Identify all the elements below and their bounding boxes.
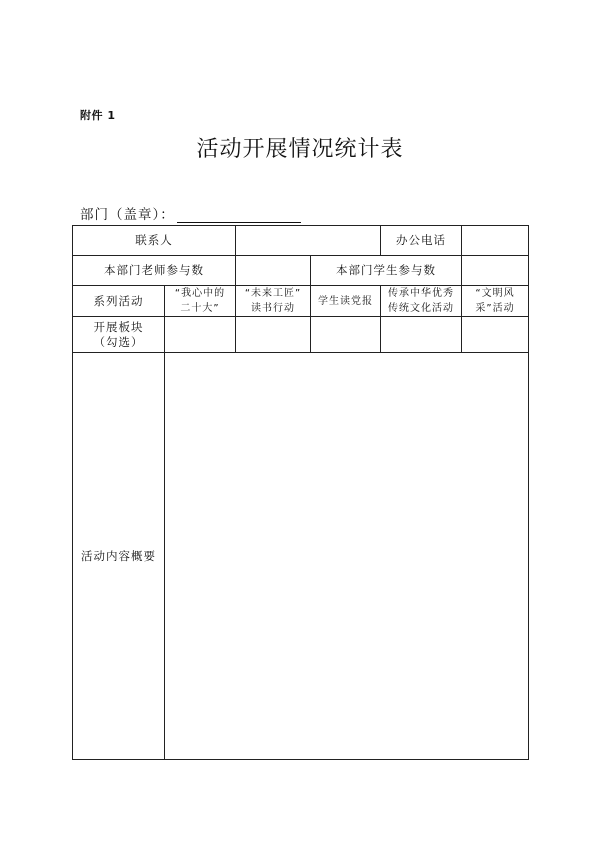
department-field[interactable]: [177, 207, 301, 223]
teacher-count-label: 本部门老师参与数: [73, 256, 236, 286]
contact-label: 联系人: [73, 226, 236, 256]
contact-field[interactable]: [236, 226, 381, 256]
summary-label: 活动内容概要: [73, 353, 165, 760]
activity-header-3: 学生读党报: [311, 286, 381, 317]
activity-header-4: 传承中华优秀 传统文化活动: [381, 286, 462, 317]
series-activities-row: [73, 286, 529, 317]
module-check-4[interactable]: [381, 317, 462, 353]
activity-header-2: “未来工匠” 读书行动: [236, 286, 311, 317]
modules-checkbox-row: [73, 317, 529, 353]
teacher-count-field[interactable]: [236, 256, 311, 286]
series-activities-label: 系列活动: [73, 286, 165, 317]
office-phone-label: 办公电话: [381, 226, 462, 256]
modules-label: 开展板块 （勾选）: [73, 317, 165, 353]
summary-field[interactable]: [165, 353, 529, 760]
student-count-label: 本部门学生参与数: [311, 256, 462, 286]
attachment-label: 附件 1: [80, 109, 116, 122]
module-check-2[interactable]: [236, 317, 311, 353]
page-title: 活动开展情况统计表: [196, 137, 404, 162]
module-check-1[interactable]: [165, 317, 236, 353]
summary-row: [73, 353, 529, 760]
department-stamp-line: [80, 203, 301, 223]
office-phone-field[interactable]: [462, 226, 529, 256]
module-check-3[interactable]: [311, 317, 381, 353]
participant-count-row: [73, 256, 529, 286]
activity-statistics-table: [72, 225, 529, 760]
activity-header-1: “我心中的 二十大”: [165, 286, 236, 317]
department-label: 部门（盖章）：: [80, 207, 175, 223]
student-count-field[interactable]: [462, 256, 529, 286]
contact-row: [73, 226, 529, 256]
activity-header-5: “文明风 采”活动: [462, 286, 529, 317]
module-check-5[interactable]: [462, 317, 529, 353]
